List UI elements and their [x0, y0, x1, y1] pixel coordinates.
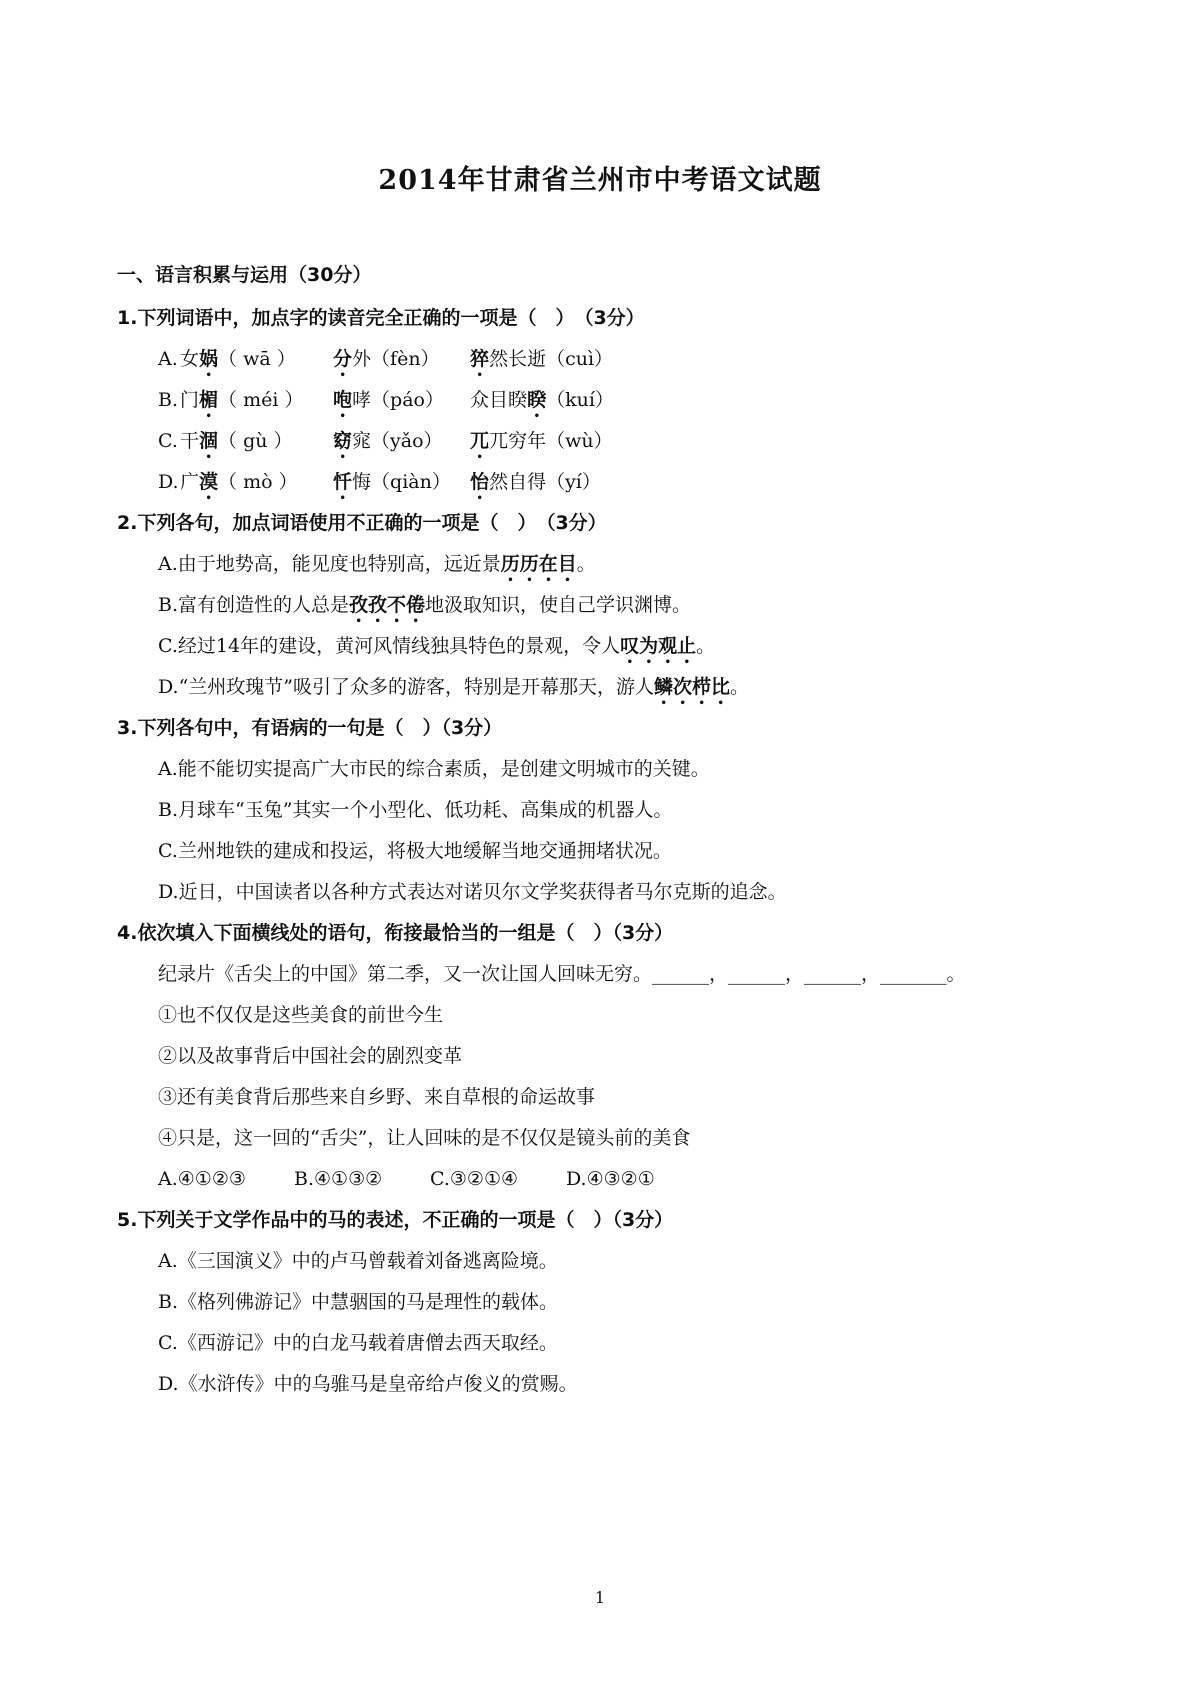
- q1-option-d: D.广漠（ mò ） 忏悔（qiàn） 怡然自得（yí）: [158, 471, 601, 493]
- q2-option-c: C.经过14年的建设，黄河风情线独具特色的景观，令人叹为观止。: [158, 635, 716, 657]
- q3-option-c: C.兰州地铁的建成和投运，将极大地缓解当地交通拥堵状况。: [158, 840, 672, 862]
- q2-option-d: D.“兰州玫瑰节”吸引了众多的游客，特别是开幕那天，游人鳞次栉比。: [158, 676, 750, 698]
- page-number: 1: [594, 1588, 606, 1607]
- q5-option-b: B.《格列佛游记》中慧骃国的马是理性的载体。: [158, 1291, 559, 1313]
- q1-option-c: C. 干涸（ gù ） 窈窕（yǎo） 兀兀穷年（wù）: [158, 430, 613, 452]
- q1-option-b: B. 门楣（ méi ） 咆哮（páo） 众目睽睽（kuí）: [158, 389, 614, 411]
- q4-option-d: D.④③②①: [566, 1168, 655, 1190]
- q4-option-c: C.③②①④: [430, 1168, 519, 1190]
- q4-sentence-2: ②以及故事背后中国社会的剧烈变革: [158, 1045, 463, 1067]
- question-3-stem: 3.下列各句中，有语病的一句是（ ）（3分）: [117, 717, 503, 739]
- q4-options: [158, 1166, 655, 1192]
- option-letter: A.: [158, 348, 178, 370]
- question-5-stem: 5.下列关于文学作品中的马的表述，不正确的一项是（ ）（3分）: [117, 1209, 674, 1231]
- q3-option-b: B.月球车“玉兔”其实一个小型化、低功耗、高集成的机器人。: [158, 799, 673, 821]
- section-heading: 一、语言积累与运用（30分）: [117, 264, 372, 286]
- q4-intro: 纪录片《舌尖上的中国》第二季，又一次让国人回味无穷。______，______，______，_______。: [158, 963, 966, 985]
- question-2-stem: 2.下列各句，加点词语使用不正确的一项是（ ） （3分）: [117, 512, 607, 534]
- q2-option-a: A.由于地势高，能见度也特别高，远近景历历在目。: [158, 553, 596, 575]
- q4-option-a: A.④①②③: [158, 1168, 246, 1190]
- q4-sentence-3: ③还有美食背后那些来自乡野、来自草根的命运故事: [158, 1086, 596, 1108]
- q5-option-a: A.《三国演义》中的卢马曾载着刘备逃离险境。: [158, 1250, 558, 1272]
- q2-option-b: B.富有创造性的人总是孜孜不倦地汲取知识，使自己学识渊博。: [158, 594, 692, 616]
- q4-sentence-1: ①也不仅仅是这些美食的前世今生: [158, 1004, 444, 1026]
- q4-option-b: B.④①③②: [294, 1168, 383, 1190]
- q5-option-c: C.《西游记》中的白龙马载着唐僧去西天取经。: [158, 1332, 558, 1354]
- q3-option-d: D.近日，中国读者以各种方式表达对诺贝尔文学奖获得者马尔克斯的追念。: [158, 881, 787, 903]
- document-title: 2014年甘肃省兰州市中考语文试题: [378, 165, 822, 196]
- question-4-stem: 4.依次填入下面横线处的语句，衔接最恰当的一组是（ ）（3分）: [117, 922, 674, 944]
- question-1-stem: 1.下列词语中，加点字的读音完全正确的一项是（ ） （3分）: [117, 307, 645, 329]
- q1-option-a: A. 女娲（ wā ） 分外（fèn） 猝然长逝（cuì）: [158, 348, 614, 370]
- q4-sentence-4: ④只是，这一回的“舌尖”，让人回味的是不仅仅是镜头前的美食: [158, 1127, 691, 1149]
- q5-option-d: D.《水浒传》中的乌骓马是皇帝给卢俊义的赏赐。: [158, 1373, 578, 1395]
- q3-option-a: A.能不能切实提高广大市民的综合素质，是创建文明城市的关键。: [158, 758, 710, 780]
